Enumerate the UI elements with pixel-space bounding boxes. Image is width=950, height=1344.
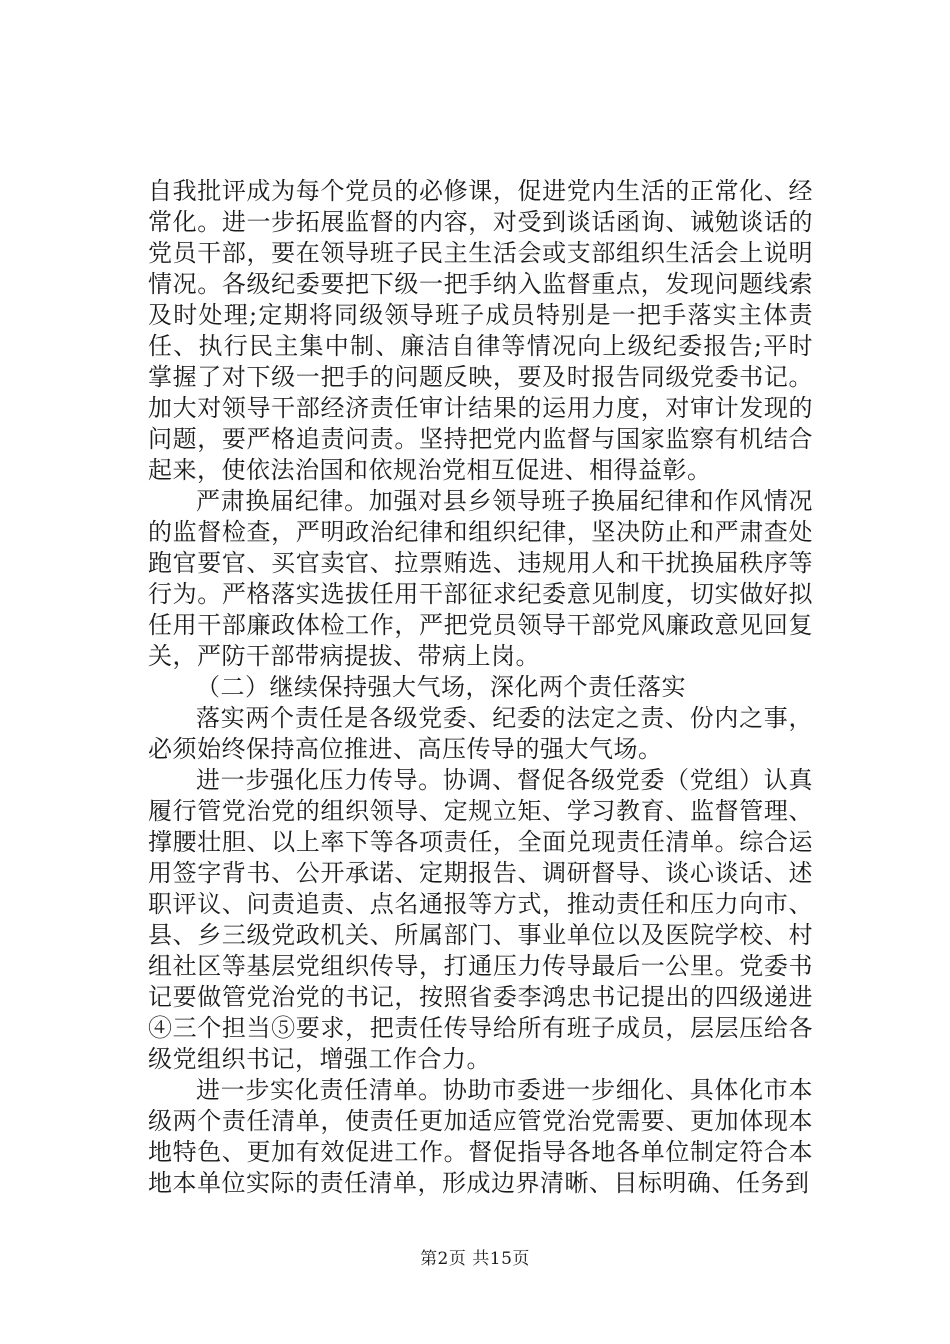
page-footer: 第2页 共15页 (420, 1249, 530, 1269)
paragraph-continued: 自我批评成为每个党员的必修课，促进党内生活的正常化、经常化。进一步拓展监督的内容，对受到谈话函询、诫勉谈话的党员干部，要在领导班子民主生活会或支部组织生活会上说明情况。各级纪委要把下级一把手纳入监督重点，发现问题线索及时处理;定期将同级领导班子成员特别是一把手落实主体责任、执行民主集中制、廉洁自律等情况向上级纪委报告;平时掌握了对下级一把手的问题反映，要及时报告同级党委书记。加大对领导干部经济责任审计结果的运用力度，对审计发现的问题，要严格追责问责。坚持把党内监督与国家监察有机结合起来，使依法治国和依规治党相互促进、相得益彰。 (148, 177, 813, 484)
body-text (148, 176, 813, 1199)
section-heading: （二）继续保持强大气场，深化两个责任落实 (196, 673, 686, 701)
paragraph-responsibility-list: 进一步实化责任清单。协助市委进一步细化、具体化市本级两个责任清单，使责任更加适应管党治党需要、更加体现本地特色、更加有效促进工作。督促指导各地各单位制定符合本地本单位实际的责任清单，形成边界清晰、目标明确、任务到 (148, 1076, 813, 1197)
paragraph-two-responsibilities: 落实两个责任是各级党委、纪委的法定之责、份内之事，必须始终保持高位推进、高压传导的强大气场。 (148, 704, 813, 763)
paragraph-election-discipline: 严肃换届纪律。加强对县乡领导班子换届纪律和作风情况的监督检查，严明政治纪律和组织纪律，坚决防止和严肃查处跑官要官、买官卖官、拉票贿选、违规用人和干扰换届秩序等行为。严格落实选拔任用干部征求纪委意见制度，切实做好拟任用干部廉政体检工作，严把党员领导干部党风廉政意见回复关，严防干部带病提拔、带病上岗。 (148, 487, 813, 670)
paragraph-pressure-transmission: 进一步强化压力传导。协调、督促各级党委（党组）认真履行管党治党的组织领导、定规立矩、学习教育、监督管理、撑腰壮胆、以上率下等各项责任，全面兑现责任清单。综合运用签字背书、公开承诺、定期报告、调研督导、谈心谈话、述职评议、问责追责、点名通报等方式，推动责任和压力向市、县、乡三级党政机关、所属部门、事业单位以及医院学校、村组社区等基层党组织传导，打通压力传导最后一公里。党委书记要做管党治党的书记，按照省委李鸿忠书记提出的四级递进④三个担当⑤要求，把责任传导给所有班子成员，层层压给各级党组织书记，增强工作合力。 (148, 766, 813, 1073)
